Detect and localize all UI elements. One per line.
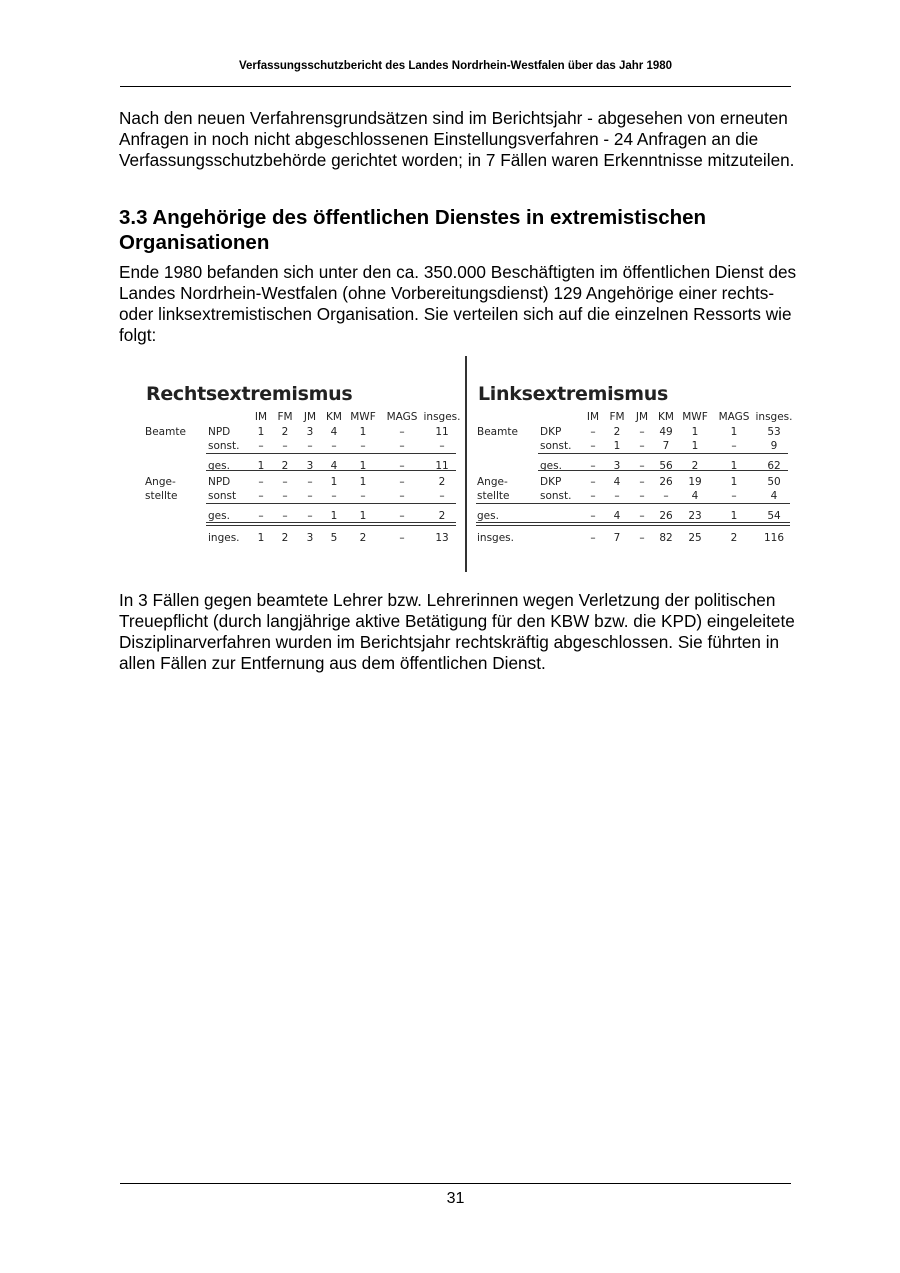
table-cell: 11 <box>435 426 449 438</box>
table-cell: 1 <box>330 510 338 522</box>
table-cell: 1 <box>359 460 367 472</box>
table-cell: 1 <box>613 440 621 452</box>
table-cell: – <box>399 426 405 438</box>
table-cell: 4 <box>330 460 338 472</box>
row-group-label: Beamte <box>145 426 186 438</box>
table-cell: – <box>399 532 405 544</box>
table-rule <box>206 470 456 471</box>
paragraph-requests: Nach den neuen Verfahrensgrundsätzen sind im Berichtsjahr - abgesehen von erneuten Anfragen in noch nicht abgeschlossenen Einstellungsverfahren - 24 Anfragen an die Verfassungsschutzbehörde gerichtet worden; in 7 Fällen waren Erkenntnisse mitzuteilen. <box>119 108 795 170</box>
table-cell: – <box>590 532 596 544</box>
column-header: MWF <box>682 411 708 423</box>
row-label: DKP <box>540 426 562 438</box>
table-cell: – <box>258 476 264 488</box>
row-group-label: stellte <box>477 490 510 502</box>
table-rule <box>538 453 788 454</box>
table-cell: – <box>258 440 264 452</box>
column-header: FM <box>277 411 293 423</box>
table-cell: – <box>399 490 405 502</box>
column-header: MWF <box>350 411 376 423</box>
table-cell: – <box>307 510 313 522</box>
table-title: Linksextremismus <box>478 383 669 405</box>
page-number: 31 <box>446 1190 465 1207</box>
table-cell: 2 <box>691 460 699 472</box>
table-cell: 54 <box>767 510 781 522</box>
table-cell: 1 <box>730 476 738 488</box>
table-title: Rechtsextremismus <box>146 383 353 405</box>
table-cell: – <box>258 510 264 522</box>
table-cell: 2 <box>281 460 289 472</box>
table-cell: – <box>439 490 445 502</box>
table-cell: 1 <box>257 532 265 544</box>
table-cell: 4 <box>691 490 699 502</box>
table-rule <box>476 522 790 526</box>
table-cell: 26 <box>659 476 673 488</box>
table-cell: 1 <box>730 460 738 472</box>
table-cell: – <box>590 510 596 522</box>
table-cell: – <box>282 440 288 452</box>
table-cell: – <box>399 440 405 452</box>
table-cell: – <box>399 476 405 488</box>
row-label: ges. <box>208 460 230 472</box>
column-header: FM <box>609 411 625 423</box>
running-header: Verfassungsschutzbericht des Landes Nordrhein-Westfalen über das Jahr 1980 <box>238 60 673 72</box>
table-cell: 11 <box>435 460 449 472</box>
table-rule <box>538 470 788 471</box>
row-label: sonst. <box>540 440 572 452</box>
table-cell: – <box>331 440 337 452</box>
table-cell: 56 <box>659 460 673 472</box>
table-cell: 2 <box>730 532 738 544</box>
table-cell: 3 <box>306 426 314 438</box>
table-rule <box>206 453 456 454</box>
table-cell: – <box>639 532 645 544</box>
row-group-label: Ange- <box>477 476 508 488</box>
table-cell: 1 <box>691 426 699 438</box>
table-cell: 4 <box>330 426 338 438</box>
table-cell: 1 <box>359 510 367 522</box>
row-label: DKP <box>540 476 562 488</box>
column-header: insges. <box>423 411 461 423</box>
table-rule <box>206 522 456 526</box>
table-cell: – <box>331 490 337 502</box>
table-cell: 2 <box>438 510 446 522</box>
table-cell: 50 <box>767 476 781 488</box>
paragraph-employees: Ende 1980 befanden sich unter den ca. 350.000 Beschäftigten im öffentlichen Dienst des Landes Nordrhein-Westfalen (ohne Vorbereitungsdienst) 129 Angehörige einer rechts- oder linksextremistischen Organisation. Sie verteilen sich auf die einzelnen Ressorts wie folgt: <box>119 262 797 345</box>
row-label: ges. <box>208 510 230 522</box>
table-cell: 3 <box>613 460 621 472</box>
row-group-label: ges. <box>477 510 499 522</box>
table-cell: – <box>639 460 645 472</box>
table-cell: – <box>639 510 645 522</box>
row-label: sonst. <box>208 440 240 452</box>
table-cell: 5 <box>330 532 338 544</box>
column-header: insges. <box>755 411 793 423</box>
table-cell: – <box>731 440 737 452</box>
column-header: KM <box>658 411 674 423</box>
table-cell: – <box>282 476 288 488</box>
column-header: IM <box>254 411 268 423</box>
table-cell: – <box>282 510 288 522</box>
table-cell: – <box>360 490 366 502</box>
table-cell: 1 <box>330 476 338 488</box>
table-rechtsextremismus <box>140 356 460 574</box>
table-cell: 4 <box>613 476 621 488</box>
table-cell: – <box>590 426 596 438</box>
column-header: KM <box>326 411 342 423</box>
table-cell: 4 <box>770 490 778 502</box>
table-cell: – <box>307 490 313 502</box>
table-cell: 13 <box>435 532 449 544</box>
table-cell: 1 <box>730 510 738 522</box>
table-cell: 2 <box>359 532 367 544</box>
section-heading: 3.3 Angehörige des öffentlichen Dienstes in extremistischen Organisationen <box>119 206 707 254</box>
table-cell: – <box>639 440 645 452</box>
table-cell: 26 <box>659 510 673 522</box>
row-label: sonst. <box>540 490 572 502</box>
table-cell: 62 <box>767 460 781 472</box>
row-group-label: insges. <box>477 532 514 544</box>
table-cell: 2 <box>438 476 446 488</box>
row-label: inges. <box>208 532 240 544</box>
row-label: NPD <box>208 426 231 438</box>
column-header: MAGS <box>386 411 418 423</box>
table-cell: 116 <box>763 532 785 544</box>
table-cell: – <box>307 476 313 488</box>
table-linksextremismus <box>472 356 792 574</box>
table-cell: 2 <box>281 426 289 438</box>
table-cell: – <box>639 476 645 488</box>
table-rule <box>476 503 790 504</box>
row-label: sonst <box>208 490 237 502</box>
column-header: JM <box>303 411 317 423</box>
table-cell: 7 <box>613 532 621 544</box>
table-cell: 1 <box>257 460 265 472</box>
table-cell: – <box>590 490 596 502</box>
table-cell: – <box>614 490 620 502</box>
table-cell: 2 <box>281 532 289 544</box>
extremism-tables-figure <box>140 356 800 574</box>
row-label: NPD <box>208 476 231 488</box>
table-cell: – <box>258 490 264 502</box>
table-cell: 82 <box>659 532 673 544</box>
table-cell: – <box>439 440 445 452</box>
table-cell: 7 <box>662 440 670 452</box>
row-group-label: Beamte <box>477 426 518 438</box>
table-cell: 3 <box>306 460 314 472</box>
table-cell: – <box>639 426 645 438</box>
table-cell: – <box>639 490 645 502</box>
table-cell: – <box>282 490 288 502</box>
column-header: IM <box>586 411 600 423</box>
table-cell: – <box>399 460 405 472</box>
paragraph-disciplinary: In 3 Fällen gegen beamtete Lehrer bzw. Lehrerinnen wegen Verletzung der politischen Treuepflicht (durch langjährige aktive Betätigung für den KBW bzw. die KPD) eingeleitete Disziplinarverfahren wurden im Berichtsjahr rechtskräftig abgeschlossen. Sie führten in allen Fällen zur Entfernung aus dem öffentlichen Dienst. <box>119 590 795 673</box>
column-header: MAGS <box>718 411 750 423</box>
table-cell: 1 <box>257 426 265 438</box>
footer-rule <box>120 1183 791 1184</box>
table-cell: 1 <box>359 426 367 438</box>
table-cell: – <box>307 440 313 452</box>
table-rule <box>206 503 456 504</box>
table-cell: 19 <box>688 476 702 488</box>
table-cell: 1 <box>359 476 367 488</box>
header-rule <box>120 86 791 87</box>
table-cell: – <box>731 490 737 502</box>
table-cell: – <box>360 440 366 452</box>
table-cell: – <box>590 476 596 488</box>
table-cell: 2 <box>613 426 621 438</box>
table-cell: 25 <box>688 532 702 544</box>
table-cell: 3 <box>306 532 314 544</box>
table-cell: – <box>399 510 405 522</box>
table-cell: 1 <box>730 426 738 438</box>
table-cell: – <box>663 490 669 502</box>
table-cell: – <box>590 460 596 472</box>
table-cell: 4 <box>613 510 621 522</box>
table-cell: 23 <box>688 510 702 522</box>
figure-divider <box>465 356 467 572</box>
table-cell: 49 <box>659 426 673 438</box>
table-cell: – <box>590 440 596 452</box>
table-cell: 53 <box>767 426 781 438</box>
table-cell: 1 <box>691 440 699 452</box>
table-cell: 9 <box>770 440 778 452</box>
row-label: ges. <box>540 460 562 472</box>
column-header: JM <box>635 411 649 423</box>
row-group-label: Ange- <box>145 476 176 488</box>
row-group-label: stellte <box>145 490 178 502</box>
